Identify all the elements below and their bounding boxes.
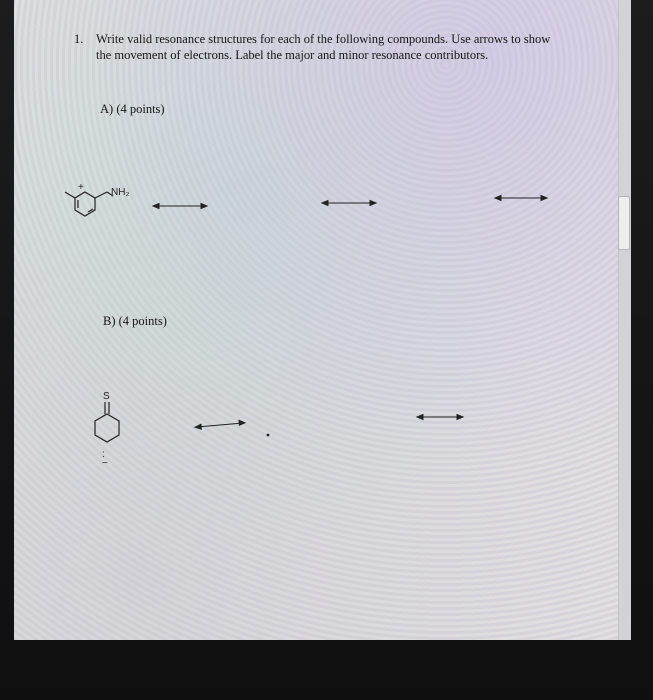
cyclohexane-ring	[95, 414, 119, 442]
part-b-resonance-arrows	[195, 415, 463, 436]
stray-mark	[267, 434, 269, 436]
methyl-bond	[65, 192, 75, 198]
scrollbar-track[interactable]	[618, 0, 631, 640]
sulfur-atom: S	[103, 391, 110, 402]
chemistry-drawings	[14, 0, 631, 640]
resonance-arrow	[417, 415, 463, 420]
negative-charge: −	[102, 458, 108, 469]
ch2-bond	[95, 192, 107, 198]
scrollbar-thumb[interactable]	[618, 196, 630, 250]
document-page	[14, 0, 631, 640]
part-b-structure	[95, 402, 119, 442]
positive-charge: +	[78, 182, 84, 193]
part-a-resonance-arrows	[153, 196, 547, 209]
part-b-label: B) (4 points)	[103, 314, 167, 328]
part-a-structure	[65, 192, 113, 216]
resonance-arrow	[153, 204, 207, 209]
resonance-arrow	[195, 420, 245, 429]
question-text-line-1: Write valid resonance structures for each of the following compounds. Use arrows to show	[96, 32, 551, 46]
resonance-arrow	[322, 201, 376, 206]
question-number: 1.	[74, 32, 84, 46]
lone-pair-dots: :	[102, 449, 105, 460]
question-text-line-2: the movement of electrons. Label the major and minor resonance contributors.	[96, 48, 489, 62]
part-a-label: A) (4 points)	[100, 102, 165, 116]
resonance-arrow	[495, 196, 547, 201]
nh2-group: NH₂	[111, 187, 130, 198]
